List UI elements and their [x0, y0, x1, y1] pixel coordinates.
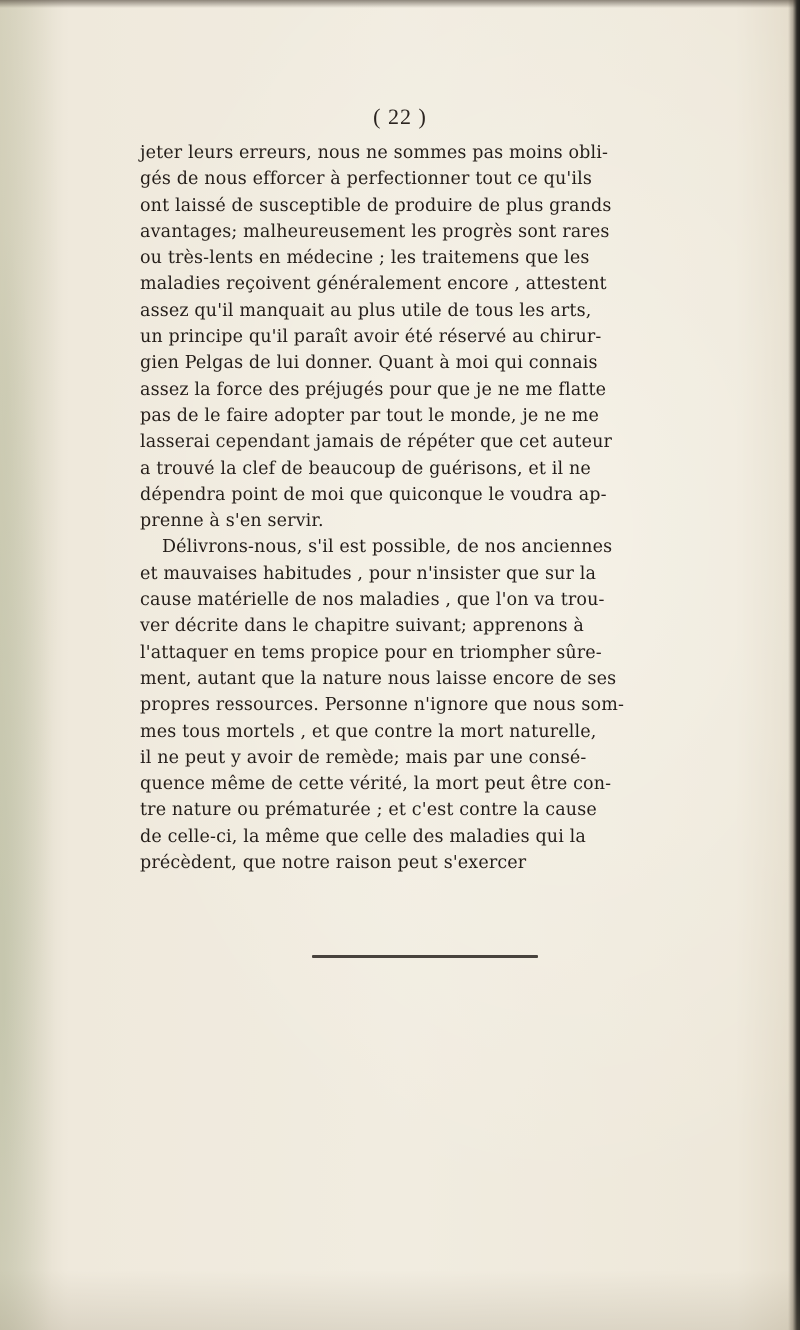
- text-line: l'attaquer en tems propice pour en triompher sûre-: [140, 642, 602, 663]
- text-line: dépendra point de moi que quiconque le voudra ap-: [140, 484, 607, 505]
- text-line: gés de nous efforcer à perfectionner tout ce qu'ils: [140, 169, 592, 190]
- page-stain: [0, 0, 70, 1330]
- page-number: ( 22 ): [373, 104, 427, 129]
- text-line: jeter leurs erreurs, nous ne sommes pas moins obli-: [140, 143, 609, 163]
- text-line: cause matérielle de nos maladies , que l'on va trou-: [140, 590, 605, 611]
- text-line: gien Pelgas de lui donner. Quant à moi qui connais: [140, 353, 598, 374]
- text-line: assez la force des préjugés pour que je ne me flatte: [140, 379, 607, 400]
- page-right-edge: [788, 0, 800, 1330]
- text-line: un principe qu'il paraît avoir été réservé au chirur-: [140, 327, 602, 348]
- text-line: ou très-lents en médecine ; les traitemens que les: [140, 248, 590, 269]
- paragraph-start-line: Délivrons-nous, s'il est possible, de nos anciennes: [162, 537, 613, 558]
- page-bottom-shade: [0, 1270, 800, 1330]
- text-line: ment, autant que la nature nous laisse encore de ses: [140, 668, 617, 689]
- text-line: pas de le faire adopter par tout le monde, je ne me: [140, 405, 600, 426]
- text-line: de celle-ci, la même que celle des maladies qui la: [140, 826, 587, 847]
- text-line: ver décrite dans le chapitre suivant; apprenons à: [140, 616, 584, 637]
- page-top-edge: [0, 0, 800, 8]
- text-line: mes tous mortels , et que contre la mort naturelle,: [140, 721, 597, 742]
- text-line: a trouvé la clef de beaucoup de guérisons, et il ne: [140, 458, 591, 479]
- text-line: quence même de cette vérité, la mort peut être con-: [140, 774, 612, 795]
- text-line: avantages; malheureusement les progrès sont rares: [140, 221, 610, 242]
- text-line: ont laissé de susceptible de produire de plus grands: [140, 195, 612, 216]
- text-line: assez qu'il manquait au plus utile de tous les arts,: [140, 300, 592, 321]
- text-line: maladies reçoivent généralement encore , attestent: [140, 274, 607, 295]
- text-line: prenne à s'en servir.: [140, 511, 324, 532]
- text-line: tre nature ou prématurée ; et c'est contre la cause: [140, 800, 597, 821]
- text-line: il ne peut y avoir de remède; mais par une consé-: [140, 747, 587, 768]
- body-text: [140, 140, 780, 876]
- text-line: précèdent, que notre raison peut s'exercer: [140, 853, 527, 874]
- section-rule: [312, 955, 538, 958]
- text-line: lasserai cependant jamais de répéter que cet auteur: [140, 432, 613, 453]
- text-line: propres ressources. Personne n'ignore que nous som-: [140, 695, 625, 716]
- text-line: et mauvaises habitudes , pour n'insister que sur la: [140, 563, 597, 584]
